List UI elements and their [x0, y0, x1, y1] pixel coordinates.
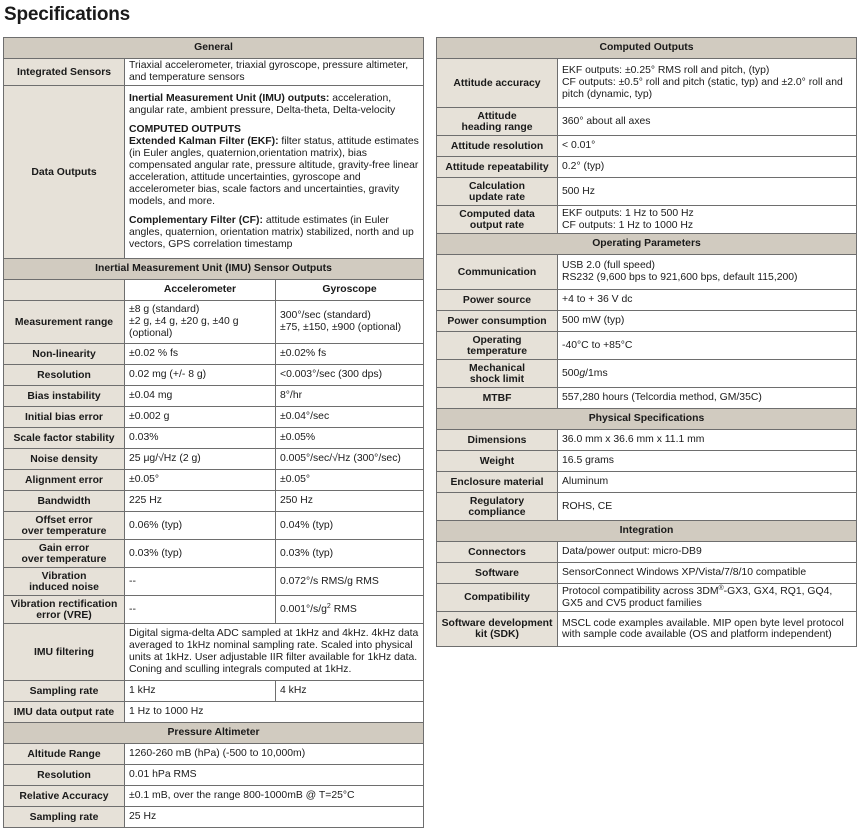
value-altimeter-resolution: 0.01 hPa RMS	[125, 765, 424, 786]
accel-range-line: (optional)	[129, 328, 173, 339]
label-line: induced noise	[29, 581, 99, 593]
label-noise-density: Noise density	[4, 449, 125, 470]
value-relative-accuracy: ±0.1 mB, over the range 800-1000mB @ T=25°C	[125, 786, 424, 807]
label-operating-temperature	[437, 332, 558, 360]
label-sampling-rate: Sampling rate	[4, 681, 125, 702]
label-line: Operating	[472, 334, 522, 346]
value-dimensions: 36.0 mm x 36.6 mm x 11.1 mm	[558, 430, 857, 451]
value-sdk: MSCL code examples available. MIP open byte level protocol with sample code available (OS and platform independent)	[558, 612, 857, 647]
label-line: update rate	[468, 191, 525, 203]
label-line: heading range	[461, 121, 533, 133]
value-line: EKF outputs: 1 Hz to 500 Hz	[562, 207, 694, 219]
vre-unit: RMS	[330, 603, 357, 615]
column-header-gyroscope: Gyroscope	[276, 280, 424, 301]
value-computed-output-rate	[558, 206, 857, 234]
value-compatibility	[558, 584, 857, 612]
value-weight: 16.5 grams	[558, 451, 857, 472]
vre-superscript: 2	[326, 602, 331, 610]
label-line: kit (SDK)	[475, 629, 519, 640]
section-header-general: General	[4, 38, 424, 59]
value-attitude-resolution: < 0.01°	[558, 136, 857, 157]
value-line: RS232 (9,600 bps to 921,600 bps, default 115,200)	[562, 272, 798, 283]
label-line: Attitude	[477, 110, 517, 122]
label-line: Mechanical	[468, 362, 526, 374]
registered-mark: ®	[718, 584, 724, 592]
shock-duration: /1ms	[585, 367, 608, 379]
imu-outputs-paragraph	[129, 93, 419, 117]
label-line: Gain error	[38, 542, 90, 554]
accel-vre: --	[125, 596, 276, 624]
label-imu-filtering: IMU filtering	[4, 624, 125, 681]
value-altimeter-sampling-rate: 25 Hz	[125, 807, 424, 828]
section-header-computed-outputs: Computed Outputs	[437, 38, 857, 59]
label-line: output rate	[469, 219, 525, 231]
accel-alignment-error: ±0.05°	[125, 470, 276, 491]
gyro-alignment-error: ±0.05°	[276, 470, 424, 491]
value-line: EKF outputs: ±0.25° RMS roll and pitch, (typ)	[562, 65, 770, 76]
gyro-scale-factor-stability: ±0.05%	[276, 428, 424, 449]
label-line: Computed data	[459, 208, 535, 220]
value-heading-range: 360° about all axes	[558, 108, 857, 136]
value-enclosure-material: Aluminum	[558, 472, 857, 493]
left-spec-table	[3, 37, 424, 828]
accel-vibration-noise: --	[125, 568, 276, 596]
label-bandwidth: Bandwidth	[4, 491, 125, 512]
label-line: Calculation	[468, 180, 525, 192]
imu-outputs-title: Inertial Measurement Unit (IMU) outputs:	[129, 93, 330, 104]
shock-unit-g: g	[579, 367, 586, 379]
label-enclosure-material: Enclosure material	[437, 472, 558, 493]
label-measurement-range: Measurement range	[4, 301, 125, 344]
gyro-range-line: 300°/sec (standard)	[280, 310, 371, 321]
label-altimeter-resolution: Resolution	[4, 765, 125, 786]
cf-title: Complementary Filter (CF):	[129, 215, 263, 226]
value-imu-output-rate: 1 Hz to 1000 Hz	[125, 702, 424, 723]
label-relative-accuracy: Relative Accuracy	[4, 786, 125, 807]
label-offset-error	[4, 512, 125, 540]
label-non-linearity: Non-linearity	[4, 344, 125, 365]
accel-non-linearity: ±0.02 % fs	[125, 344, 276, 365]
value-imu-filtering: Digital sigma-delta ADC sampled at 1kHz and 4kHz. 4kHz data averaged to 1kHz nominal sampling rate. Scaled into physical units at 1kHz. User adjustable IIR filter available for 1kHz data. Coning and sculling integrals computed at 1kHz.	[125, 624, 424, 681]
value-connectors: Data/power output: micro-DB9	[558, 542, 857, 563]
value-attitude-repeatability: 0.2° (typ)	[558, 157, 857, 178]
label-regulatory-compliance	[437, 493, 558, 521]
label-attitude-repeatability: Attitude repeatability	[437, 157, 558, 178]
gyro-sampling-rate: 4 kHz	[276, 681, 424, 702]
value-mtbf: 557,280 hours (Telcordia method, GM/35C)	[558, 388, 857, 409]
ekf-title: Extended Kalman Filter (EKF):	[129, 136, 279, 147]
label-vre	[4, 596, 125, 624]
gyro-vre	[276, 596, 424, 624]
label-gain-error	[4, 540, 125, 568]
gyro-measurement-range	[276, 301, 424, 344]
label-computed-output-rate	[437, 206, 558, 234]
accel-initial-bias-error: ±0.002 g	[125, 407, 276, 428]
ekf-paragraph	[129, 136, 419, 208]
label-altimeter-sampling-rate: Sampling rate	[4, 807, 125, 828]
gyro-non-linearity: ±0.02% fs	[276, 344, 424, 365]
gyro-initial-bias-error: ±0.04°/sec	[276, 407, 424, 428]
accel-range-line: ±8 g (standard)	[129, 304, 200, 315]
computed-outputs-title: COMPUTED OUTPUTS	[129, 124, 241, 135]
label-heading-range	[437, 108, 558, 136]
section-header-pressure-altimeter: Pressure Altimeter	[4, 723, 424, 744]
label-power-source: Power source	[437, 290, 558, 311]
label-data-outputs: Data Outputs	[4, 86, 125, 259]
label-line: Vibration	[41, 570, 87, 582]
label-alignment-error: Alignment error	[4, 470, 125, 491]
accel-sampling-rate: 1 kHz	[125, 681, 276, 702]
gyro-gain-error: 0.03% (typ)	[276, 540, 424, 568]
label-attitude-resolution: Attitude resolution	[437, 136, 558, 157]
shock-value: 500	[562, 367, 580, 379]
imu-outputs-text: acceleration, angular rate, ambient pressure, Delta-theta, Delta-velocity	[129, 93, 396, 116]
value-communication	[558, 255, 857, 290]
label-sdk	[437, 612, 558, 647]
label-vibration-noise	[4, 568, 125, 596]
label-bias-instability: Bias instability	[4, 386, 125, 407]
accel-bias-instability: ±0.04 mg	[125, 386, 276, 407]
column-header-blank	[4, 280, 125, 301]
label-line: Software development	[441, 618, 553, 629]
cf-paragraph	[129, 215, 419, 251]
value-power-source: +4 to + 36 V dc	[558, 290, 857, 311]
accel-bandwidth: 225 Hz	[125, 491, 276, 512]
value-shock-limit	[558, 360, 857, 388]
value-software: SensorConnect Windows XP/Vista/7/8/10 compatible	[558, 563, 857, 584]
gyro-noise-density: 0.005°/sec/√Hz (300°/sec)	[276, 449, 424, 470]
label-imu-output-rate: IMU data output rate	[4, 702, 125, 723]
vre-value: 0.001°/s/g	[280, 603, 327, 615]
value-integrated-sensors: Triaxial accelerometer, triaxial gyroscope, pressure altimeter, and temperature sensors	[125, 59, 424, 86]
section-header-operating-parameters: Operating Parameters	[437, 234, 857, 255]
value-regulatory-compliance: ROHS, CE	[558, 493, 857, 521]
section-header-imu: Inertial Measurement Unit (IMU) Sensor Outputs	[4, 259, 424, 280]
column-header-accelerometer: Accelerometer	[125, 280, 276, 301]
ekf-text: filter status, attitude estimates (in Euler angles, quaternion,orientation matrix), bias compensated angular rate, pressure altitude, gravity-free linear acceleration, attitude uncertainties, gyroscope and accelerometer bias, scale factors and uncertainties, gravity models, and more.	[129, 136, 419, 207]
label-line: over temperature	[21, 525, 107, 537]
label-software: Software	[437, 563, 558, 584]
label-resolution: Resolution	[4, 365, 125, 386]
label-line: Regulatory	[469, 495, 525, 507]
label-shock-limit	[437, 360, 558, 388]
label-calculation-rate	[437, 178, 558, 206]
label-line: compliance	[468, 506, 526, 518]
gyro-bandwidth: 250 Hz	[276, 491, 424, 512]
label-line: temperature	[466, 345, 528, 357]
label-scale-factor-stability: Scale factor stability	[4, 428, 125, 449]
label-line: over temperature	[21, 553, 107, 565]
value-line: CF outputs: ±0.5° roll and pitch (static, typ) and ±2.0° roll and pitch (dynamic, typ)	[562, 77, 843, 100]
label-line: Vibration rectification	[10, 598, 118, 610]
accel-range-line: ±2 g, ±4 g, ±20 g, ±40 g	[129, 316, 239, 327]
gyro-resolution: <0.003°/sec (300 dps)	[276, 365, 424, 386]
label-dimensions: Dimensions	[437, 430, 558, 451]
accel-offset-error: 0.06% (typ)	[125, 512, 276, 540]
value-power-consumption: 500 mW (typ)	[558, 311, 857, 332]
label-line: Offset error	[35, 514, 93, 526]
value-line: USB 2.0 (full speed)	[562, 260, 655, 271]
accel-gain-error: 0.03% (typ)	[125, 540, 276, 568]
accel-measurement-range	[125, 301, 276, 344]
gyro-offset-error: 0.04% (typ)	[276, 512, 424, 540]
label-connectors: Connectors	[437, 542, 558, 563]
label-line: error (VRE)	[36, 609, 92, 621]
value-operating-temperature: -40°C to +85°C	[558, 332, 857, 360]
gyro-vibration-noise: 0.072°/s RMS/g RMS	[276, 568, 424, 596]
value-altitude-range: 1260-260 mB (hPa) (-500 to 10,000m)	[125, 744, 424, 765]
gyro-range-line: ±75, ±150, ±900 (optional)	[280, 322, 402, 333]
accel-noise-density: 25 μg/√Hz (2 g)	[125, 449, 276, 470]
label-integrated-sensors: Integrated Sensors	[4, 59, 125, 86]
label-line: shock limit	[469, 373, 525, 385]
right-spec-table	[436, 37, 857, 647]
label-communication: Communication	[437, 255, 558, 290]
accel-resolution: 0.02 mg (+/- 8 g)	[125, 365, 276, 386]
label-initial-bias-error: Initial bias error	[4, 407, 125, 428]
label-power-consumption: Power consumption	[437, 311, 558, 332]
compat-text: -GX3, GX4, RQ1, GQ4, GX5 and CV5 product families	[562, 585, 833, 609]
section-header-physical-specifications: Physical Specifications	[437, 409, 857, 430]
label-weight: Weight	[437, 451, 558, 472]
gyro-bias-instability: 8°/hr	[276, 386, 424, 407]
section-header-integration: Integration	[437, 521, 857, 542]
accel-scale-factor-stability: 0.03%	[125, 428, 276, 449]
label-altitude-range: Altitude Range	[4, 744, 125, 765]
page-title: Specifications	[4, 4, 131, 25]
compat-text: Protocol compatibility across 3DM	[562, 585, 719, 597]
cf-text: attitude estimates (in Euler angles, quaternion, orientation matrix) stabilized, north and up vectors, GPS correlation timestamp	[129, 215, 414, 250]
label-compatibility: Compatibility	[437, 584, 558, 612]
value-calculation-rate: 500 Hz	[558, 178, 857, 206]
label-mtbf: MTBF	[437, 388, 558, 409]
value-data-outputs	[125, 86, 424, 259]
label-attitude-accuracy: Attitude accuracy	[437, 59, 558, 108]
value-line: CF outputs: 1 Hz to 1000 Hz	[562, 219, 694, 231]
value-attitude-accuracy	[558, 59, 857, 108]
